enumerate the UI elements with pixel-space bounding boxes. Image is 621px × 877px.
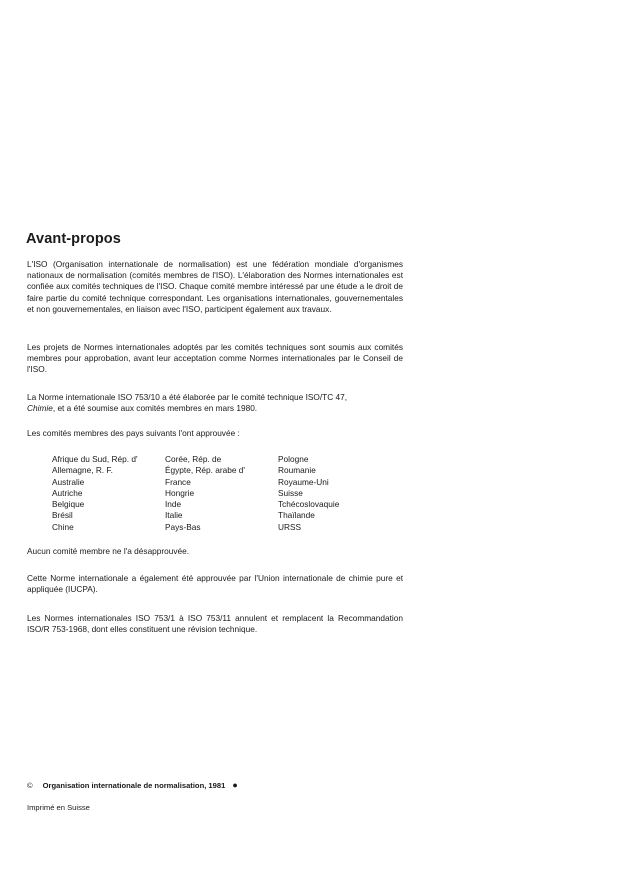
country-item: Pays-Bas bbox=[165, 521, 201, 532]
country-item: Belgique bbox=[52, 499, 85, 510]
country-item: Chine bbox=[52, 521, 74, 532]
country-item: Corée, Rép. de bbox=[165, 454, 222, 464]
country-item: Suisse bbox=[278, 487, 303, 498]
country-item: Inde bbox=[165, 499, 182, 510]
paragraph-no-disapproval: Aucun comité membre ne l'a désapprouvée. bbox=[27, 546, 190, 556]
country-item: Roumanie bbox=[278, 465, 316, 476]
country-item: Brésil bbox=[52, 510, 73, 521]
country-column-2 bbox=[165, 454, 245, 533]
country-item: URSS bbox=[278, 521, 302, 532]
country-item: Allemagne, R. F. bbox=[52, 465, 113, 476]
country-item: Hongrie bbox=[165, 487, 195, 498]
paragraph-standard-origin bbox=[27, 392, 403, 414]
country-item: Afrique du Sud, Rép. d' bbox=[52, 454, 138, 464]
printed-in: Imprimé en Suisse bbox=[27, 803, 90, 812]
paragraph-replacement: Les Normes internationales ISO 753/1 à ISO 753/11 annulent et remplacent la Recommandation ISO/R 753-1968, dont elles constituent une révision technique. bbox=[27, 613, 403, 635]
page-title: Avant-propos bbox=[26, 231, 121, 247]
country-item: Italie bbox=[165, 510, 183, 521]
country-item: Thaïlande bbox=[278, 510, 315, 521]
country-column-1 bbox=[52, 454, 138, 533]
country-item: Tchécoslovaquie bbox=[278, 499, 340, 510]
paragraph-iso-intro: L'ISO (Organisation internationale de normalisation) est une fédération mondiale d'organismes nationaux de normalisation (comités membres de l'ISO). L'élaboration des Normes internationales est confiée aux comités techniques de l'ISO. Chaque comité membre intéressé par une étude a le droit de faire partie du comité technique correspondant. Les organisations internationales, gouvernementales et non gouvernementales, en liaison avec l'ISO, participent également aux travaux. bbox=[27, 259, 403, 314]
bullet-icon: ● bbox=[232, 780, 238, 790]
paragraph-iucpa-approval: Cette Norme internationale a également été approuvée par l'Union internationale de chimie pure et appliquée (IUCPA). bbox=[27, 573, 403, 595]
country-item: Autriche bbox=[52, 487, 83, 498]
country-item: Royaume-Uni bbox=[278, 476, 329, 487]
standard-origin-text-start: La Norme internationale ISO 753/10 a été élaborée par le comité technique ISO/TC 47, bbox=[27, 392, 348, 402]
copyright-icon: © bbox=[27, 781, 33, 790]
standard-origin-text-end: , et a été soumise aux comités membres en mars 1980. bbox=[52, 403, 258, 414]
country-item: France bbox=[165, 476, 191, 487]
country-item: Australie bbox=[52, 476, 85, 487]
copyright-text: Organisation internationale de normalisation, 1981 bbox=[42, 781, 226, 790]
paragraph-approving-members: Les comités membres des pays suivants l'ont approuvée : bbox=[27, 428, 240, 438]
committee-name: Chimie bbox=[27, 403, 53, 414]
copyright-line bbox=[27, 780, 238, 790]
country-item: Égypte, Rép. arabe d' bbox=[165, 465, 245, 476]
paragraph-draft-approval: Les projets de Normes internationales adoptés par les comités techniques sont soumis aux comités membres pour approbation, avant leur acceptation comme Normes internationales par le Conseil de l'ISO. bbox=[27, 342, 403, 375]
country-list bbox=[52, 454, 382, 536]
country-item: Pologne bbox=[278, 454, 309, 464]
country-column-3 bbox=[278, 454, 339, 533]
